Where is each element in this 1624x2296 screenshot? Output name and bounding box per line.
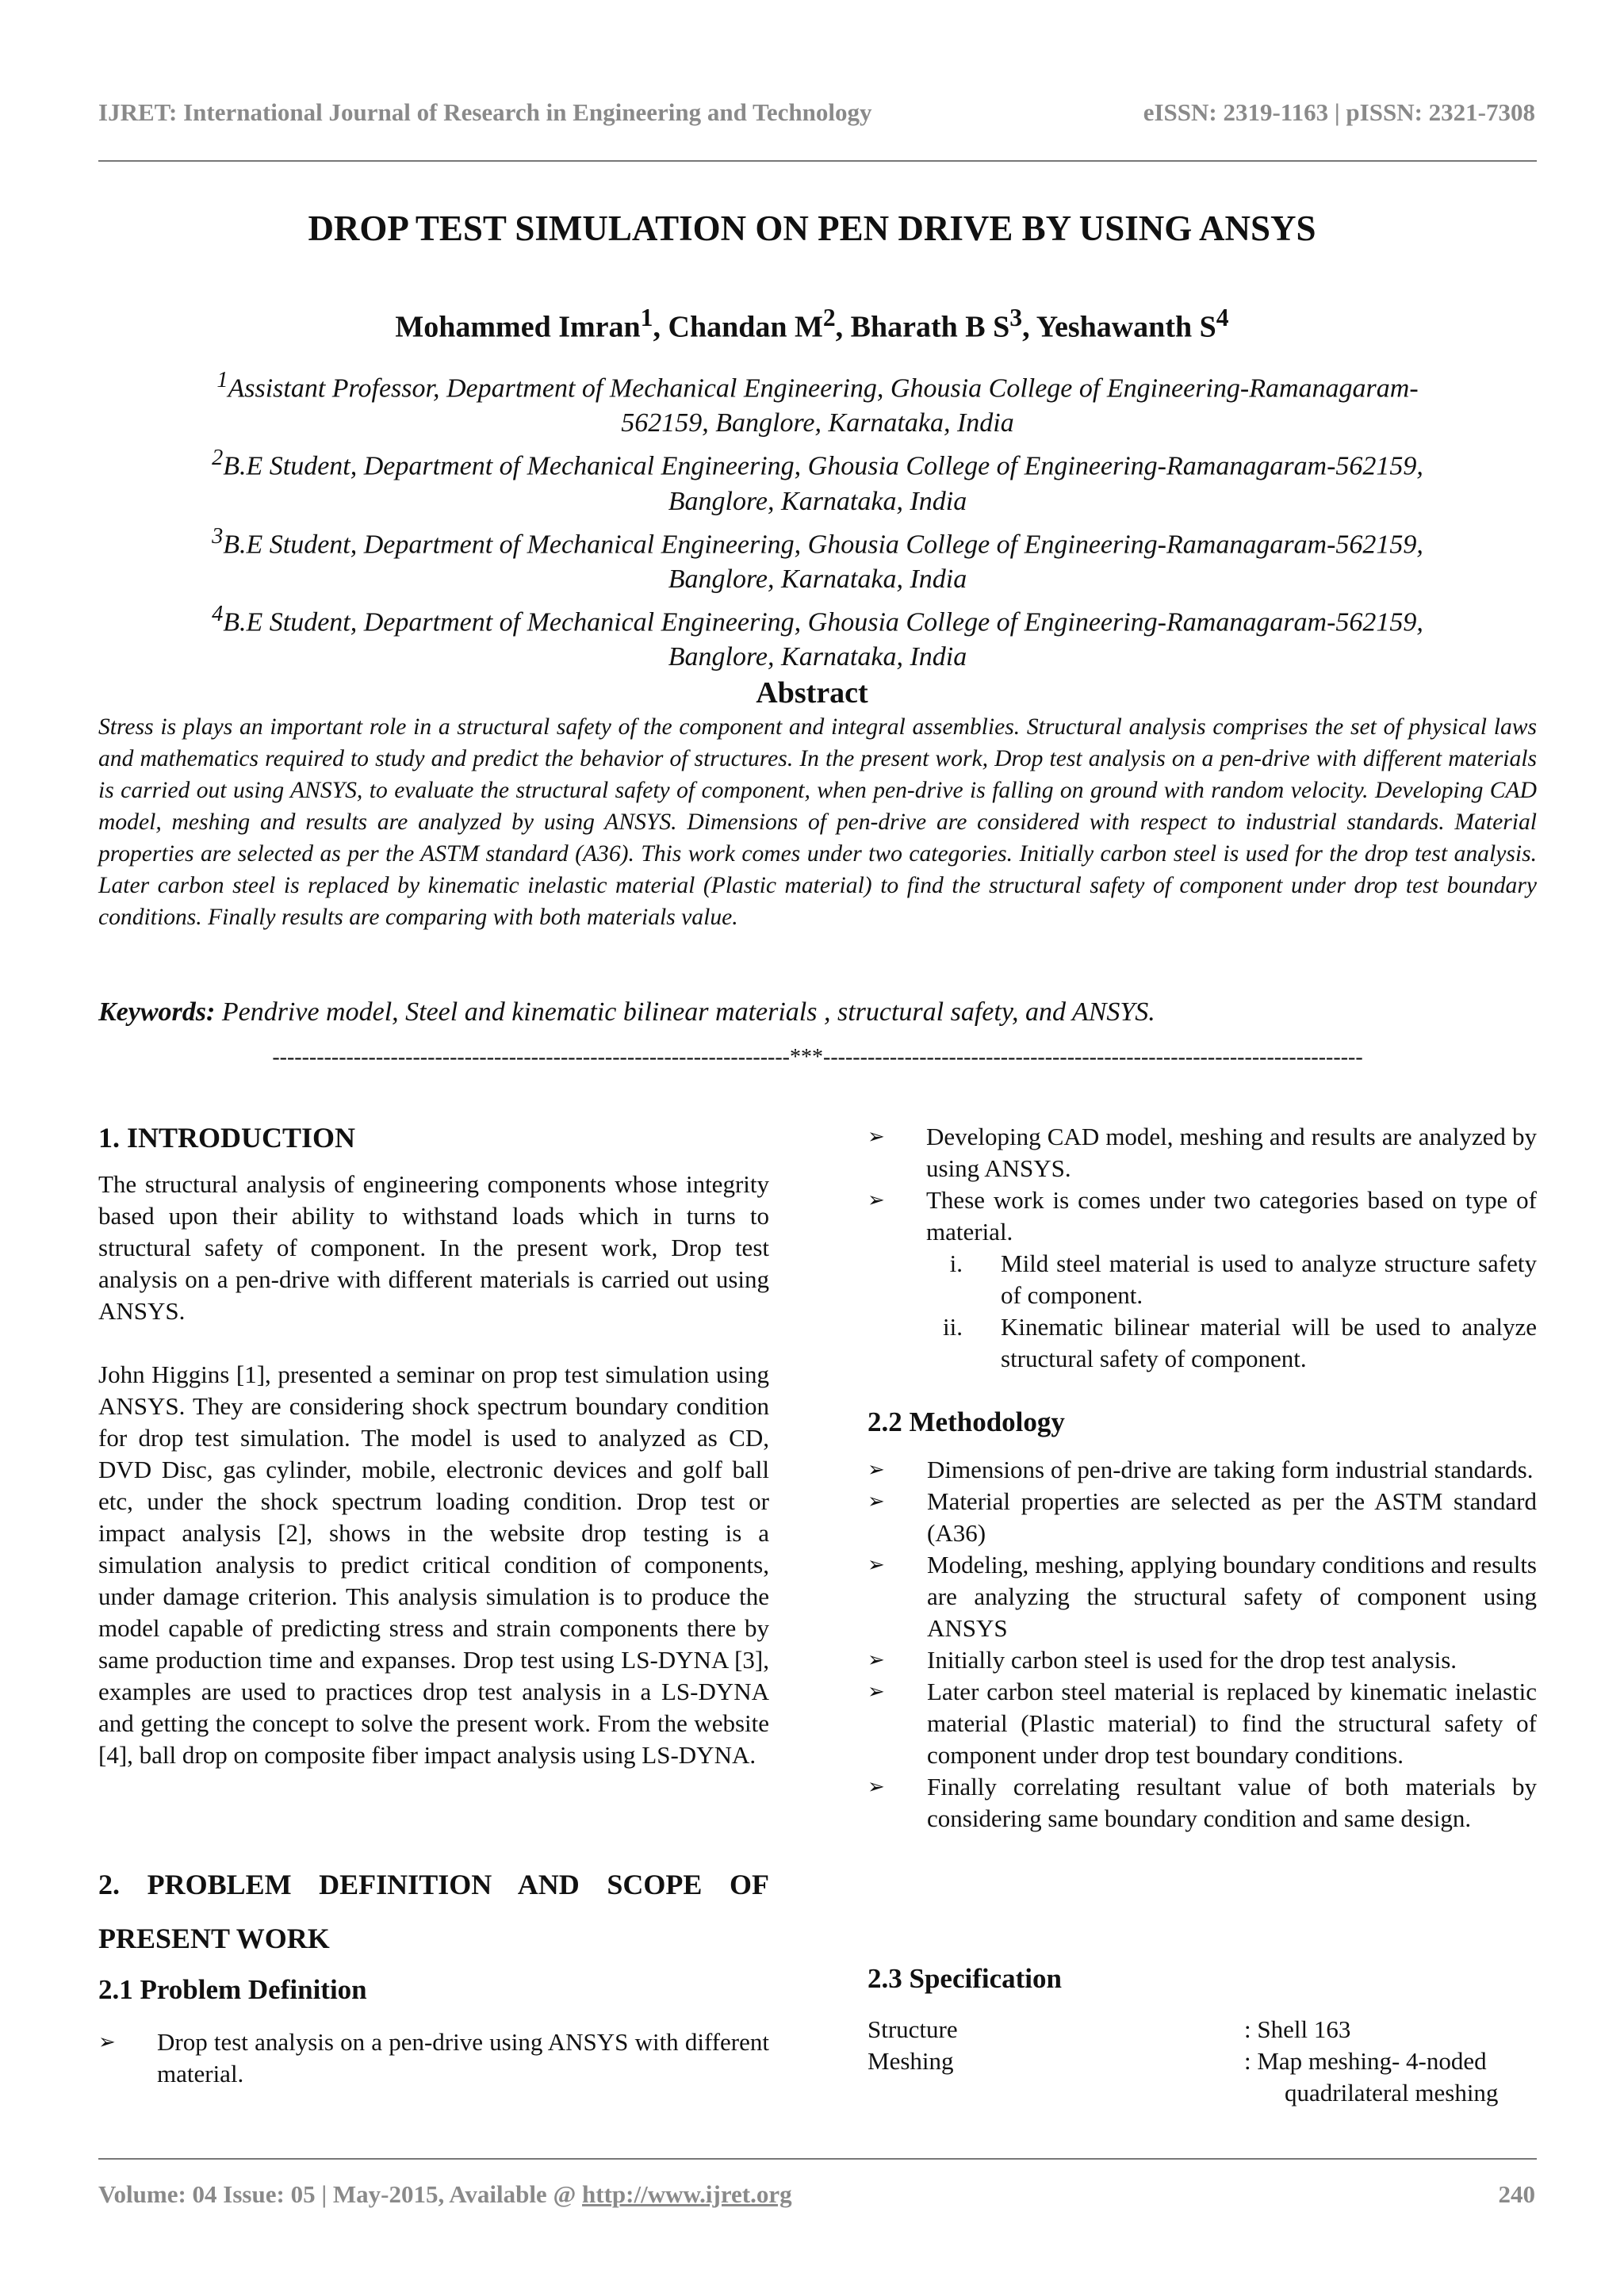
- footer-rule: [98, 2158, 1537, 2160]
- author-sup: 1: [640, 304, 653, 331]
- affiliation: $^4$B.E Student, Department of Mechanical Engineering, Ghousia College of Engineering-Ramanagaram-562159, Banglore, Karnataka, India: [212, 601, 1423, 672]
- author-sup: 2: [822, 304, 836, 331]
- keywords-text: Pendrive model, Steel and kinematic bilinear materials , structural safety, and ANSYS.: [215, 997, 1155, 1027]
- author: Mohammed Imran: [395, 310, 641, 344]
- affiliations: [98, 363, 1537, 675]
- bullet-arrow-icon: ➢: [868, 1648, 885, 1672]
- methodology-heading: 2.2 Methodology: [868, 1406, 1065, 1437]
- bullet-arrow-icon: ➢: [868, 1553, 885, 1577]
- paper-title: DROP TEST SIMULATION ON PEN DRIVE BY USING ANSYS: [308, 209, 1316, 248]
- list-item: ii. Kinematic bilinear material will be used to analyze structural safety of component.: [943, 1313, 1537, 1372]
- list-item: ➢ Finally correlating resultant value of both materials by considering same boundary condition and same design.: [868, 1773, 1537, 1832]
- bullet-arrow-icon: ➢: [868, 1458, 885, 1482]
- author: Chandan M: [668, 310, 823, 344]
- keywords: [98, 997, 1537, 1027]
- bullet-arrow-icon: ➢: [868, 1490, 885, 1513]
- spec-key: Structure: [868, 2015, 958, 2043]
- specification-heading: 2.3 Specification: [868, 1963, 1062, 1994]
- section-separator: ----------------------------------------------------------------------***-------------------------------------------------------------------------: [272, 1045, 1363, 1070]
- author-list: Mohammed Imran$^1$, Chandan $M^2$, Bharath B $S^3$, Yeshawanth $S^4$: [395, 304, 1229, 344]
- list-item: ➢ These work is comes under two categories based on type of material.: [868, 1186, 1537, 1246]
- section2-heading-line2: PRESENT WORK: [98, 1923, 330, 1954]
- specification-table: [868, 2014, 1537, 2117]
- section2-heading-line1: 2. PROBLEM DEFINITION AND SCOPE OF: [98, 1869, 769, 1900]
- methodology-list: [868, 1454, 1537, 1835]
- header-rule: [98, 160, 1537, 162]
- author-sup: 4: [1216, 304, 1229, 331]
- spec-value-cont: quadrilateral meshing: [1285, 2079, 1499, 2107]
- footer-volume: Volume: 04 Issue: 05 | May-2015, Available @ http://www.ijret.org: [98, 2180, 792, 2208]
- abstract-body: Stress is plays an important role in a structural safety of the component and integral assemblies. Structural analysis comprises the set of physical laws and mathematics required to study and predict the behavior of structures. In the present work, Drop test analysis on a pen-drive with different materials is carried out using ANSYS, to evaluate the structural safety of component, when pen-drive is falling on ground with random velocity. Developing CAD model, meshing and results are analyzed by using ANSYS. Dimensions of pen-drive are considered with respect to industrial standards. Material properties are selected as per the ASTM standard (A36). This work comes under two categories. Initially carbon steel is used for the drop test analysis. Later carbon steel is replaced by kinematic inelastic material (Plastic material) to find the structural safety of component under drop test boundary conditions. Finally results are comparing with both materials value.: [98, 714, 1537, 930]
- author-sup: 3: [1009, 304, 1023, 331]
- problem-definition-list-cont: [868, 1121, 1537, 1248]
- intro-paragraph-2: John Higgins [1], presented a seminar on prop test simulation using ANSYS. They are considering shock spectrum boundary condition for drop test simulation. The model is used to analyzed as CD, DVD Disc, gas cylinder, mobile, electronic devices and golf ball etc, under the shock spectrum loading condition. Drop test or impact analysis [2], shows in the website drop testing is a simulation analysis to predict critical condition of components, under damage criterion. This analysis simulation is to produce the model capable of predicting stress and strain components there by same production time and expanses. Drop test using LS-DYNA [3], examples are used to practices drop test analysis in a LS-DYNA and getting the concept to solve the present work. From the website [4], ball drop on composite fiber impact analysis using LS-DYNA.: [98, 1360, 769, 1769]
- bullet-arrow-icon: ➢: [868, 1680, 885, 1704]
- list-item: ➢ Developing CAD model, meshing and results are analyzed by using ANSYS.: [868, 1123, 1537, 1182]
- spec-key: Meshing: [868, 2047, 954, 2075]
- problem-definition-list: [98, 2026, 769, 2090]
- spec-value: : Shell 163: [1244, 2015, 1351, 2043]
- keywords-label: Keywords:: [98, 997, 216, 1027]
- list-item: ➢ Modeling, meshing, applying boundary conditions and results are analyzing the structural safety of component using ANSYS: [868, 1551, 1537, 1642]
- list-item: ➢ Dimensions of pen-drive are taking form industrial standards.: [868, 1454, 1537, 1486]
- intro-paragraph-1: The structural analysis of engineering components whose integrity based upon their ability to withstand loads which in turns to structural safety of component. In the present work, Drop test analysis on a pen-drive with different materials is carried out using ANSYS.: [98, 1170, 769, 1325]
- bullet-arrow-icon: ➢: [868, 1775, 885, 1799]
- list-item: ➢ Initially carbon steel is used for the drop test analysis.: [868, 1644, 1537, 1676]
- list-item: ➢ Later carbon steel material is replaced by kinematic inelastic material (Plastic material) to find the structural safety of component under drop test boundary conditions.: [868, 1678, 1537, 1769]
- author: Bharath B S: [850, 310, 1010, 344]
- list-item: ➢ Drop test analysis on a pen-drive using ANSYS with different material.: [98, 2028, 769, 2087]
- bullet-arrow-icon: ➢: [868, 1125, 885, 1149]
- bullet-arrow-icon: ➢: [98, 2030, 116, 2054]
- list-item: ➢ Material properties are selected as per the ASTM standard (A36): [868, 1487, 1537, 1547]
- affiliation: $^2$B.E Student, Department of Mechanical Engineering, Ghousia College of Engineering-Ramanagaram-562159, Banglore, Karnataka, India: [212, 446, 1423, 516]
- author: Yeshawanth S: [1036, 310, 1216, 344]
- page-number: 240: [1498, 2180, 1535, 2208]
- journal-header: IJRET: International Journal of Research in Engineering and Technology: [98, 98, 872, 126]
- intro-heading: 1. INTRODUCTION: [98, 1122, 356, 1154]
- abstract-heading: Abstract: [756, 676, 868, 710]
- spec-value: : Map meshing- 4-noded: [1244, 2047, 1487, 2075]
- material-sublist: [868, 1248, 1537, 1375]
- journal-link[interactable]: http://www.ijret.org: [582, 2180, 792, 2208]
- list-item: i. Mild steel material is used to analyze structure safety of component.: [949, 1249, 1537, 1309]
- problem-definition-heading: 2.1 Problem Definition: [98, 1974, 367, 2005]
- affiliation: $^1$Assistant Professor, Department of Mechanical Engineering, Ghousia College of Engineering-Ramanagaram- 562159, Banglore, Karnataka, India: [216, 368, 1419, 438]
- affiliation: $^3$B.E Student, Department of Mechanical Engineering, Ghousia College of Engineering-Ramanagaram-562159, Banglore, Karnataka, India: [212, 523, 1423, 594]
- issn-header: eISSN: 2319-1163 | pISSN: 2321-7308: [1143, 98, 1535, 126]
- bullet-arrow-icon: ➢: [868, 1188, 885, 1212]
